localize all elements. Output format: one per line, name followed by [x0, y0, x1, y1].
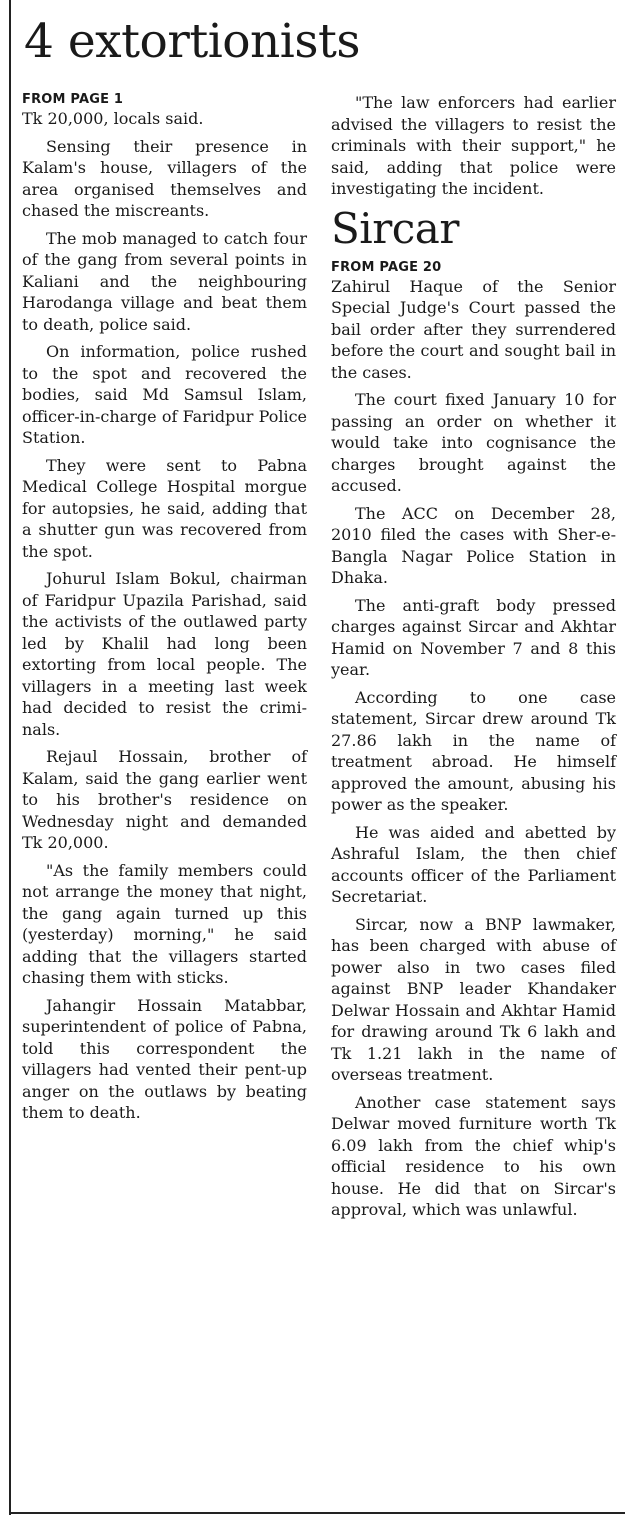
kicker-from-page-1: FROM PAGE 1 [22, 92, 124, 107]
headline: 4 extortionists [24, 14, 360, 69]
right-paragraph: Sircar, now a BNP lawmaker, has been charged with abuse of power also in two cases filed against BNP leader Khandaker Delwar Hossain and Akhtar Hamid for drawing around Tk 6 lakh and Tk 1.21 lakh in the name of overseas treatment. [331, 914, 616, 1084]
right-paragraph: Another case statement says Delwar moved furniture worth Tk 6.09 lakh from the chief whip's official residence to his own house. He did that on Sircar's approval, which was unlawful. [331, 1092, 616, 1219]
right-column [331, 92, 616, 1221]
left-paragraph: Rejaul Hossain, brother of Kalam, said the gang earlier went to his brother's residence on Wednesday night and demanded Tk 20,000. [22, 747, 307, 852]
bottom-rule [9, 1512, 625, 1514]
right-paragraph: According to one case statement, Sircar drew around Tk 27.86 lakh in the name of treatment abroad. He himself approved the amount, abusing his power as the speaker. [331, 687, 616, 814]
right-paragraph: The court fixed January 10 for passing an order on whether it would take into cognisance the charges brought against the accused. [331, 390, 616, 495]
right-paragraph: Zahirul Haque of the Senior Special Judge's Court passed the bail order after they surrendered before the court and sought bail in the cases. [331, 276, 616, 382]
subhead-sircar: Sircar [331, 203, 459, 253]
kicker-from-page-20: FROM PAGE 20 [331, 259, 442, 275]
left-paragraph: Sensing their presence in Kalam's house, villagers of the area organised themselves and chased the miscreants. [22, 136, 307, 220]
left-paragraph: Jahangir Hossain Matabbar, superintendent of police of Pabna, told this correspondent the villagers had vented their pent-up anger on the outlaws by beating them to death. [22, 995, 307, 1122]
left-column [22, 92, 307, 1124]
right-paragraph: The ACC on December 28, 2010 filed the cases with Sher-e-Bangla Nagar Police Station in Dhaka. [331, 503, 616, 587]
left-paragraph: "As the family members could not arrange the money that night, the gang again turned up this (yesterday) morning," he said adding that the villagers started chasing them with sticks. [22, 860, 307, 987]
left-paragraph: On information, police rushed to the spot and recovered the bodies, said Md Samsul Islam, officer-in-charge of Faridpur Police Station. [22, 342, 307, 447]
left-paragraph: They were sent to Pabna Medical College Hospital morgue for autopsies, he said, adding that a shutter gun was recovered from the spot. [22, 455, 307, 561]
left-column-rule [9, 0, 11, 1515]
left-paragraph: The mob managed to catch four of the gang from several points in Kaliani and the neighbouring Harodanga village and beat them to death, police said. [22, 228, 307, 334]
right-paragraph: He was aided and abetted by Ashraful Islam, the then chief accounts officer of the Parliament Secretariat. [331, 822, 616, 906]
left-paragraph: Tk 20,000, locals said. [22, 109, 204, 128]
right-continued-paragraph: "The law enforcers had earlier advised the villagers to resist the criminals with their support," he said, adding that police were investigating the incident. [331, 93, 616, 198]
right-paragraph: The anti-graft body pressed charges against Sircar and Akhtar Hamid on November 7 and 8 this year. [331, 595, 616, 679]
left-paragraph: Johurul Islam Bokul, chairman of Faridpur Upazila Parishad, said the activists of the outlawed party led by Khalil had long been extorting from local people. The villagers in a meeting last week had decided to resist the criminals. [22, 569, 307, 739]
